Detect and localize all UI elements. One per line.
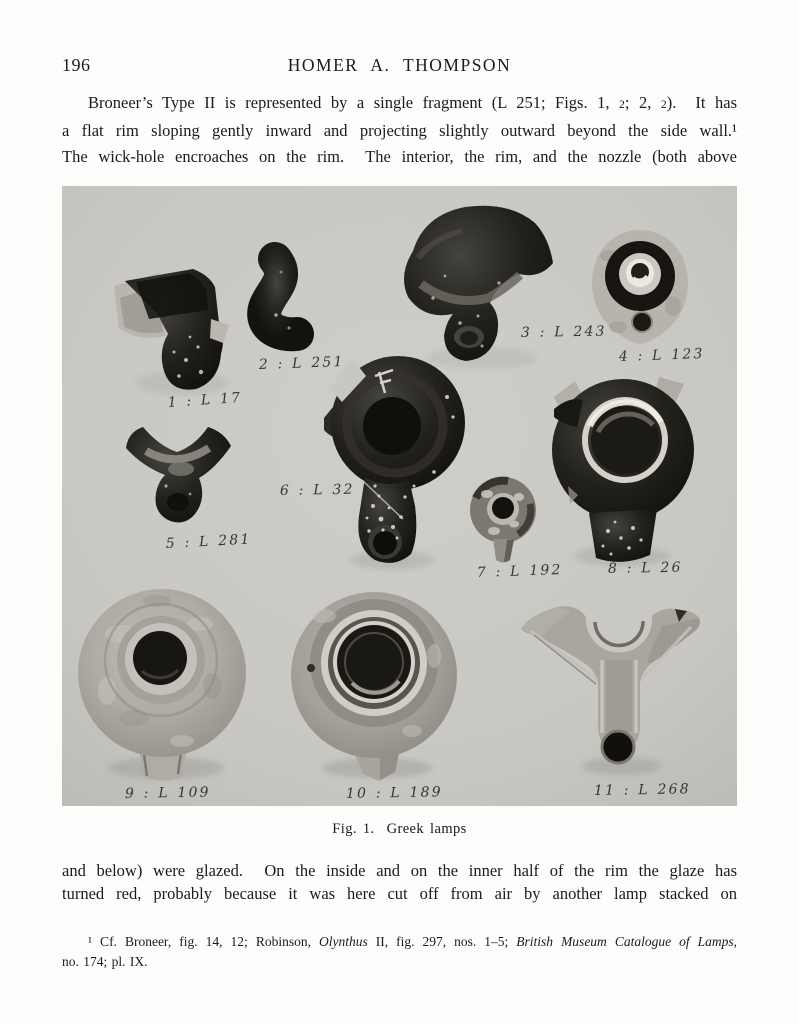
lamp-label-10: 10 : L 189 (345, 784, 443, 802)
lamp-label-7: 7 : L 192 (476, 562, 563, 581)
figure-photo (62, 186, 737, 806)
lamp-label-9: 9 : L 109 (124, 784, 211, 802)
lamp-label-4: 4 : L 123 (618, 346, 705, 365)
figure-caption: Fig. 1. Greek lamps (332, 821, 467, 837)
page-header (62, 55, 737, 77)
figure-1 (62, 186, 737, 839)
page-number: 196 (62, 55, 91, 75)
lamp-label-8: 8 : L 26 (607, 559, 683, 577)
lamp-label-3: 3 : L 243 (520, 323, 607, 341)
body-paragraph-bottom (62, 859, 737, 905)
text-line: Broneer’s Type II is represented by a single fragment (L 251; Figs. 1, 2; 2, 2). It has (88, 93, 737, 112)
text-line: and below) were glazed. On the inside and on the inner half of the rim the glaze has (62, 861, 737, 880)
text-line: ¹ Cf. Broneer, fig. 14, 12; Robinson, Olynthus II, fig. 297, nos. 1–5; British Museum Catalogue of Lamps, (88, 934, 737, 949)
running-header: HOMER A. THOMPSON (287, 55, 512, 75)
footnote (62, 932, 737, 972)
lamp-label-6: 6 : L 32 (279, 481, 355, 499)
text-line: no. 174; pl. IX. (62, 954, 148, 969)
page-content (62, 55, 737, 972)
lamp-label-2: 2 : L 251 (258, 354, 345, 373)
text-line: The wick-hole encroaches on the rim. The interior, the rim, and the nozzle (both above (62, 147, 737, 166)
lamp-label-1: 1 : L 17 (167, 389, 243, 411)
lamps-photograph (62, 186, 737, 806)
body-paragraph-top (62, 90, 737, 170)
text-line: turned red, probably because it was here cut off from air by another lamp stacked on (62, 884, 737, 903)
text-line: a flat rim sloping gently inward and projecting slightly outward beyond the side wall.¹ (62, 121, 737, 140)
lamp-label-5: 5 : L 281 (165, 531, 252, 552)
lamp-label-11: 11 : L 268 (593, 781, 691, 799)
